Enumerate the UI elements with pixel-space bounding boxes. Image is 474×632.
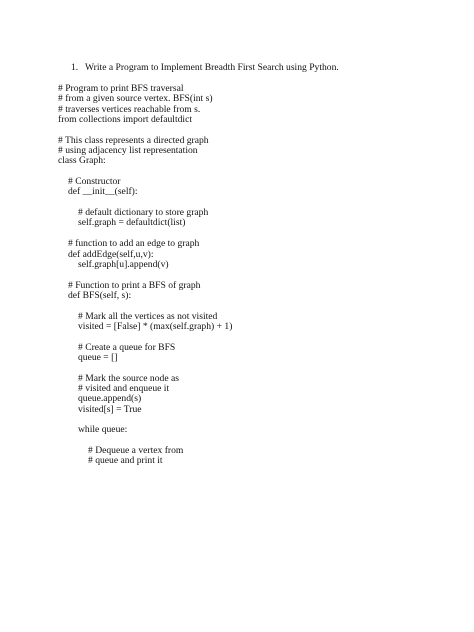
question-text: Write a Program to Implement Breadth First Search using Python. [85, 62, 339, 73]
code-block [58, 84, 232, 467]
code-line: # visited and enqueue it [78, 382, 170, 394]
code-line: visited = [False] * (max(self.graph) + 1) [78, 320, 233, 332]
code-line: from collections import defaultdict [58, 114, 193, 126]
code-line: self.graph[u].append(v) [78, 258, 169, 270]
code-line: # traverses vertices reachable from s. [58, 103, 201, 115]
code-line: # Dequeue a vertex from [88, 445, 184, 457]
blank-line [58, 301, 232, 311]
code-line: visited[s] = True [78, 403, 142, 415]
code-line: queue = [] [78, 351, 118, 363]
code-line: def addEdge(self,u,v): [68, 248, 154, 260]
code-line: queue.append(s) [78, 393, 142, 405]
code-line: # Mark all the vertices as not visited [78, 310, 218, 322]
code-line: def __init__(self): [68, 186, 138, 198]
code-line: # from a given source vertex. BFS(int s) [58, 93, 213, 105]
code-line: # Create a queue for BFS [78, 341, 176, 353]
code-line: # Function to print a BFS of graph [68, 279, 201, 291]
code-line: # Mark the source node as [78, 372, 179, 384]
code-line: # function to add an edge to graph [68, 238, 200, 250]
code-line: # Program to print BFS traversal [58, 83, 184, 94]
code-line: # using adjacency list representation [58, 145, 198, 157]
code-line: while queue: [78, 424, 128, 436]
code-line: self.graph = defaultdict(list) [78, 217, 186, 229]
blank-line [58, 270, 232, 280]
code-line: class Graph: [58, 155, 106, 167]
question-number: 1. [71, 62, 79, 73]
code-line: def BFS(self, s): [68, 289, 132, 301]
question-heading [71, 62, 339, 74]
code-line: # Constructor [68, 176, 121, 188]
code-line: # This class represents a directed graph [58, 134, 209, 146]
code-line: # queue and print it [88, 455, 163, 467]
code-line: # default dictionary to store graph [78, 207, 209, 219]
